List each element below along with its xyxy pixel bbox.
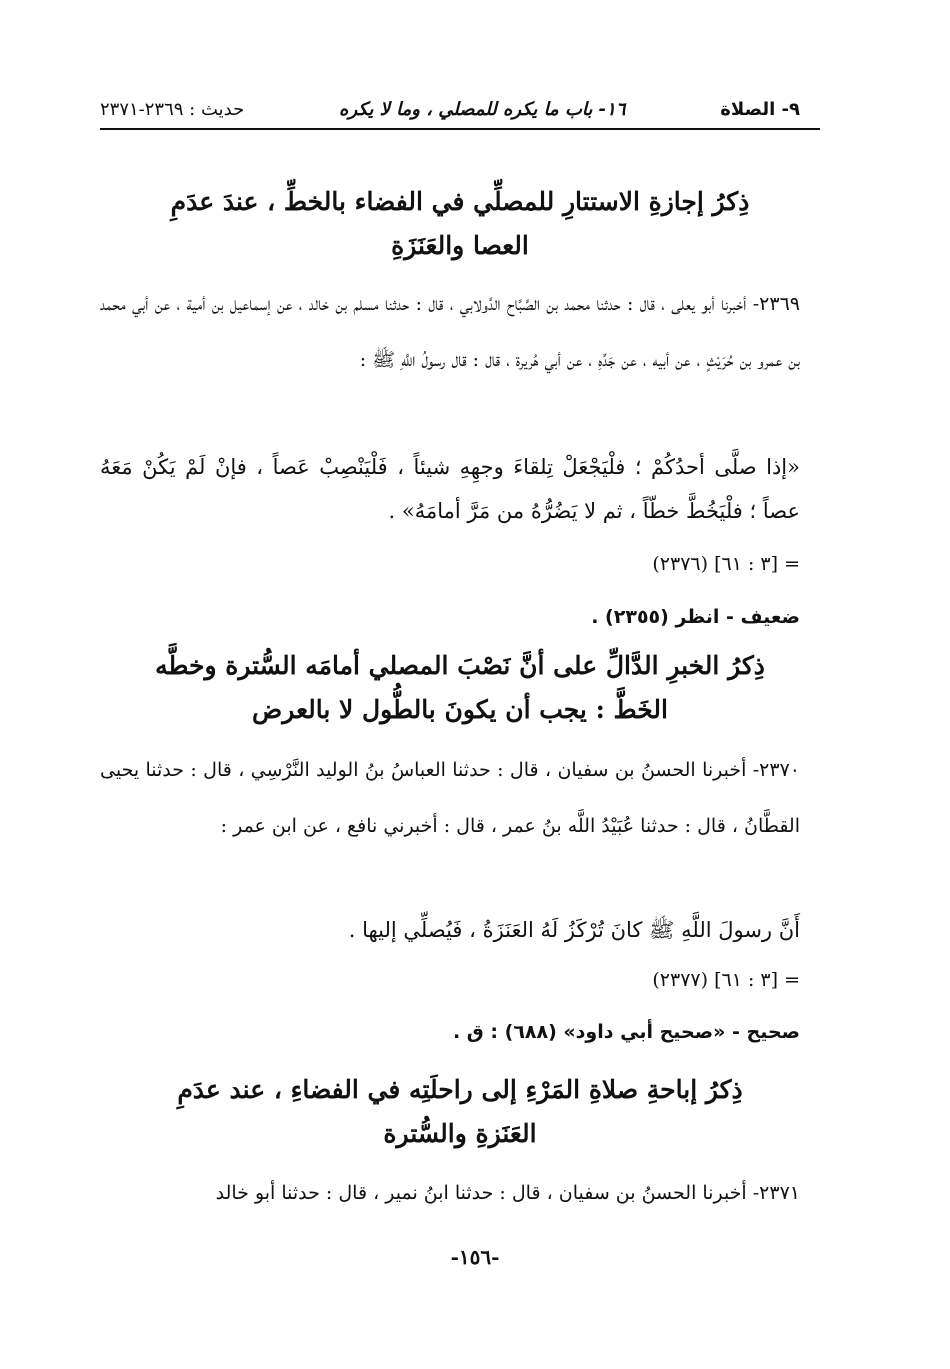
header-rule: [100, 128, 820, 130]
heading-line: ذِكرُ إباحةِ صلاةِ المَرْءِ إلى راحلَتِه في الفضاءِ ، عند عدَمِ: [177, 1075, 743, 1104]
hadith-isnad-2371: ٢٣٧١- أخبرنا الحسنُ بن سفيان ، قال : حدثنا ابنُ نمير ، قال : حدثنا أبو خالد: [215, 1182, 800, 1204]
chapter-heading-1: [100, 180, 820, 268]
running-header: [100, 92, 800, 126]
hadith-isnad-2369: ٢٣٦٩- أخبرنا أبو يعلى ، قال : حدثنا محمد بن الصَّبَّاح الدَّولابي ، قال : حدثنا مسلم بن خالد ، عن إسماعيل بن أمية ، عن أبي محمد بن عمرو بن حُرَيْثٍ ، عن أبيه ، عن جَدِّهِ ، عن أبي هُريرة ، قال : قال رسولُ اللَّهِ ﷺ :: [100, 293, 800, 371]
hadith-reference-2369: = [٣ : ٦١] (٢٣٧٦): [652, 553, 800, 575]
hadith-range: حديث : ٢٣٦٩-٢٣٧١: [100, 98, 245, 120]
heading-line: العَنَزةِ والسُّترة: [383, 1119, 537, 1148]
hadith-matn-2369: «إذا صلَّى أحدُكُمْ ؛ فلْيَجْعَلْ تِلقاءَ وجهِهِ شيئاً ، فَلْيَنْصِبْ عَصاً ، فإنْ لَمْ يَكُنْ مَعَهُ عصاً ؛ فلْيَخُطَّ خطّاً ، ثم لا يَضُرُّهُ من مَرَّ أمامَهُ» .: [100, 455, 800, 523]
section-title: ١٦- باب ما يكره للمصلي ، وما لا يكره: [339, 98, 626, 120]
heading-line: الخَطَّ : يجب أن يكونَ بالطُّول لا بالعرض: [252, 695, 668, 724]
hadith-grade-2369: ضعيف - انظر (٢٣٥٥) .: [591, 606, 800, 628]
hadith-grade-2370: صحيح - «صحيح أبي داود» (٦٨٨) : ق .: [452, 1021, 800, 1043]
chapter-title: ٩- الصلاة: [720, 98, 800, 120]
heading-line: العصا والعَنَزَةِ: [391, 231, 529, 260]
page-number: -١٥٦-: [450, 1245, 500, 1269]
chapter-heading-2: [100, 644, 820, 732]
heading-line: ذِكرُ الخبرِ الدَّالِّ على أنَّ نَصْبَ المصلي أمامَه السُّترة وخطَّه: [155, 651, 765, 680]
hadith-reference-2370: = [٣ : ٦١] (٢٣٧٧): [652, 969, 800, 991]
hadith-matn-2370: أَنَّ رسولَ اللَّهِ ﷺ كانَ تُرْكَزُ لَهُ العَنَزَةُ ، فَيُصلِّي إليها .: [348, 918, 800, 942]
hadith-isnad-2370: ٢٣٧٠- أخبرنا الحسنُ بن سفيان ، قال : حدثنا العباسُ بنُ الوليد النَّرْسِي ، قال : حدثنا يحيى القطَّانُ ، قال : حدثنا عُبَيْدُ اللَّه بنُ عمر ، قال : أخبرني نافع ، عن ابن عمر :: [100, 759, 800, 837]
chapter-heading-3: [100, 1068, 820, 1156]
heading-line: ذِكرُ إجازةِ الاستتارِ للمصلِّي في الفضاء بالخطِّ ، عندَ عدَمِ: [170, 187, 750, 216]
